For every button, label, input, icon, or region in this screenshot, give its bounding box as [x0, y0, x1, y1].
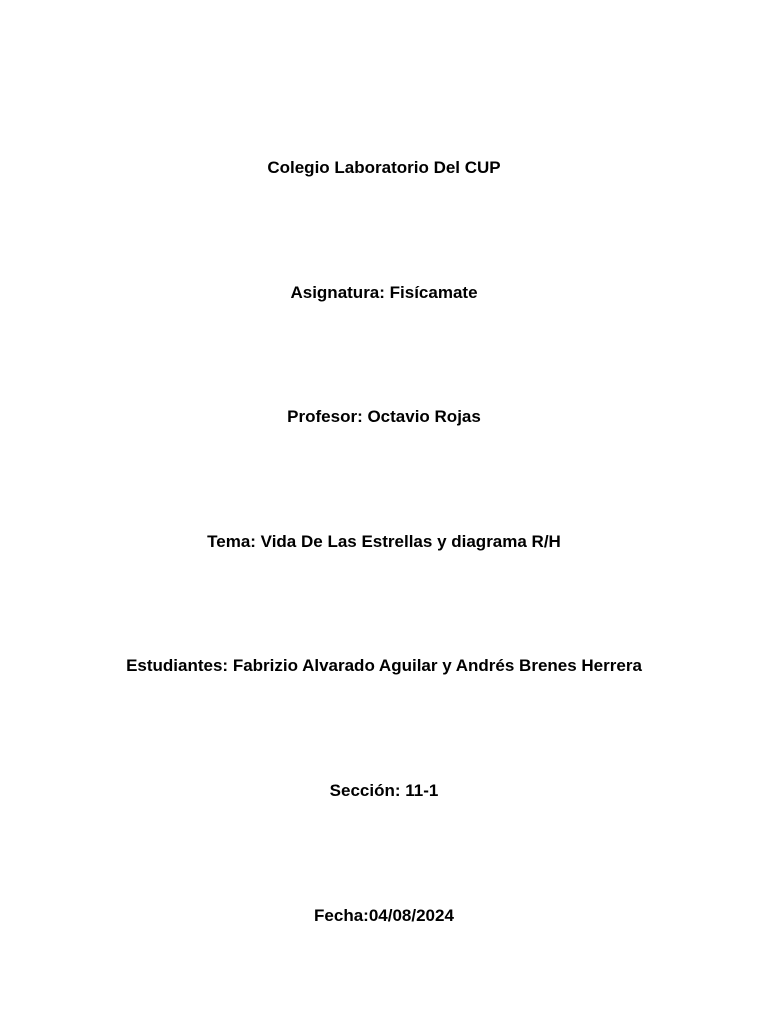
date-line: Fecha:04/08/2024	[314, 906, 454, 925]
topic-line: Tema: Vida De Las Estrellas y diagrama R/H	[207, 532, 561, 551]
subject-line: Asignatura: Fisícamate	[290, 283, 478, 302]
school-name: Colegio Laboratorio Del CUP	[267, 158, 501, 177]
section-line: Sección: 11-1	[329, 781, 439, 800]
teacher-line: Profesor: Octavio Rojas	[287, 407, 481, 426]
students-line: Estudiantes: Fabrizio Alvarado Aguilar y Andrés Brenes Herrera	[126, 656, 642, 675]
